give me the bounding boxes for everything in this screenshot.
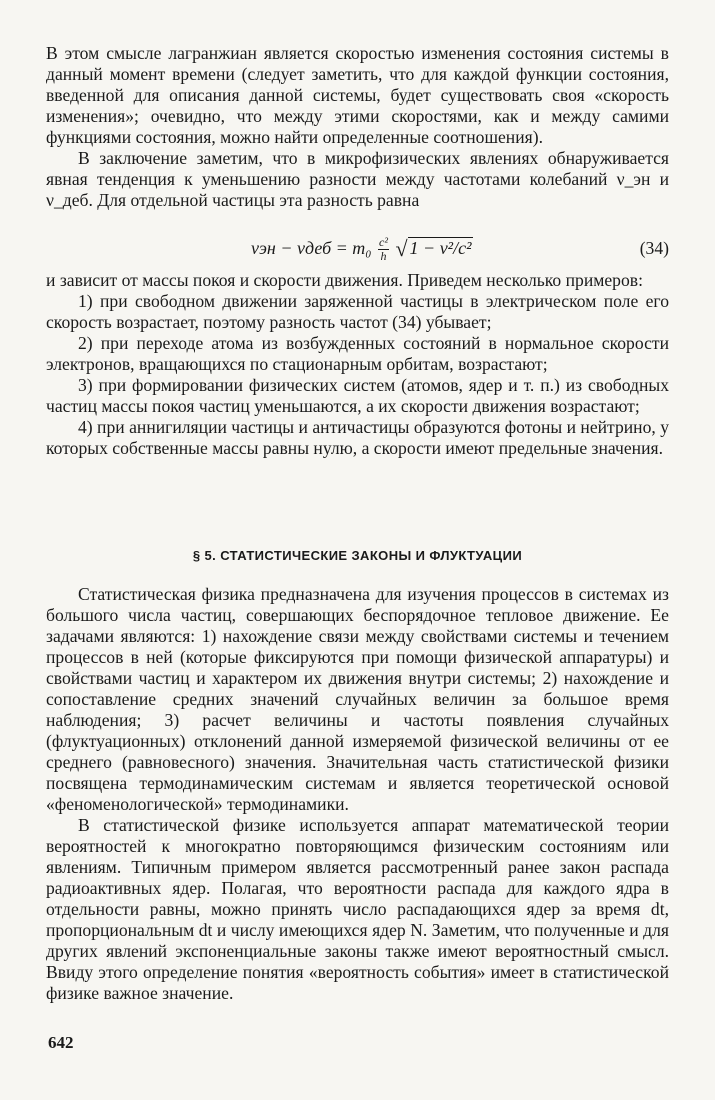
paragraph-examples-intro: и зависит от массы покоя и скорости движения. Приведем несколько примеров: [46,270,643,290]
list-item-2: 2) при переходе атома из возбужденных состояний в нормальное скорости электронов, вращающихся по стационарным орбитам, возрастают; [46,333,669,374]
equation-lhs: νэн − νдеб = m₀ [251,238,372,258]
equation-34 [46,227,669,271]
fraction-numerator: c² [379,235,388,250]
fraction-denominator: h [380,249,387,264]
list-item-4: 4) при аннигиляции частицы и античастицы образуются фотоны и нейтрино, у которых собственные массы равны нулю, а скорости имеют предельные значения. [46,417,669,458]
paragraph-statistical-physics: Статистическая физика предназначена для изучения процессов в системах из большого числа частиц, совершающих беспорядочное тепловое движение. Ее задачами являются: 1) нахождение связи между свойствами системы и течением процессов в ней (которые фиксируются при помощи физической аппаратуры) и свойствами частиц и характером их движения внутри системы; 2) нахождение и сопоставление средних значений случайных величин за большое время наблюдения; 3) расчет величины и частоты появления случайных (флуктуационных) отклонений данной измеряемой физической величины от ее среднего (равновесного) значения. Значительная часть статистической физики посвящена термодинамическим системам и является теоретической основой «феноменологической» термодинамики. [46,584,669,814]
list-item-1: 1) при свободном движении заряженной частицы в электрическом поле его скорость возрастает, поэтому разность частот (34) убывает; [46,291,669,332]
paragraph-probability-theory: В статистической физике используется аппарат математической теории вероятностей к многократно повторяющимся физическим состояниям или явлениям. Типичным примером является рассмотренный ранее закон распада радиоактивных ядер. Полагая, что вероятности распада для каждого ядра в отдельности равны, можно принять число распадающихся ядер за время dt, пропорциональным dt и числу имеющихся ядер N. Заметим, что полученные и для других явлений экспоненциальные законы также имеют вероятностный смысл. Ввиду этого определение понятия «вероятность события» имеет в статистической физике важное значение. [46,815,669,1003]
radicand: 1 − v²/c² [409,238,472,258]
page-number: 642 [48,1033,74,1052]
list-item-3: 3) при формировании физических систем (атомов, ядер и т. п.) из свободных частиц массы покоя частиц уменьшаются, а их скорости движения возрастают; [46,375,669,416]
radical-sign-icon: √ [395,236,408,261]
text-block-examples [46,270,669,459]
paragraph-conclusion: В заключение заметим, что в микрофизических явлениях обнаруживается явная тенденция к уменьшению разности между частотами колебаний ν_эн и ν_деб. Для отдельной частицы эта разность равна [46,148,669,210]
equation-number: (34) [639,238,669,258]
equation-sqrt [395,230,473,267]
text-block-statistics [46,584,669,1004]
equation-body [251,230,473,267]
paragraph-lagrangian: В этом смысле лагранжиан является скоростью изменения состояния системы в данный момент времени (следует заметить, что для каждой функции состояния, введенной для описания данной системы, будет существовать своя «скорость изменения»; очевидно, что между этими скоростями, как и между самими функциями состояния, можно найти определенные соотношения). [46,43,669,147]
text-block-top [46,43,669,211]
equation-fraction [378,236,389,263]
section-heading: § 5. СТАТИСТИЧЕСКИЕ ЗАКОНЫ И ФЛУКТУАЦИИ [192,548,523,563]
